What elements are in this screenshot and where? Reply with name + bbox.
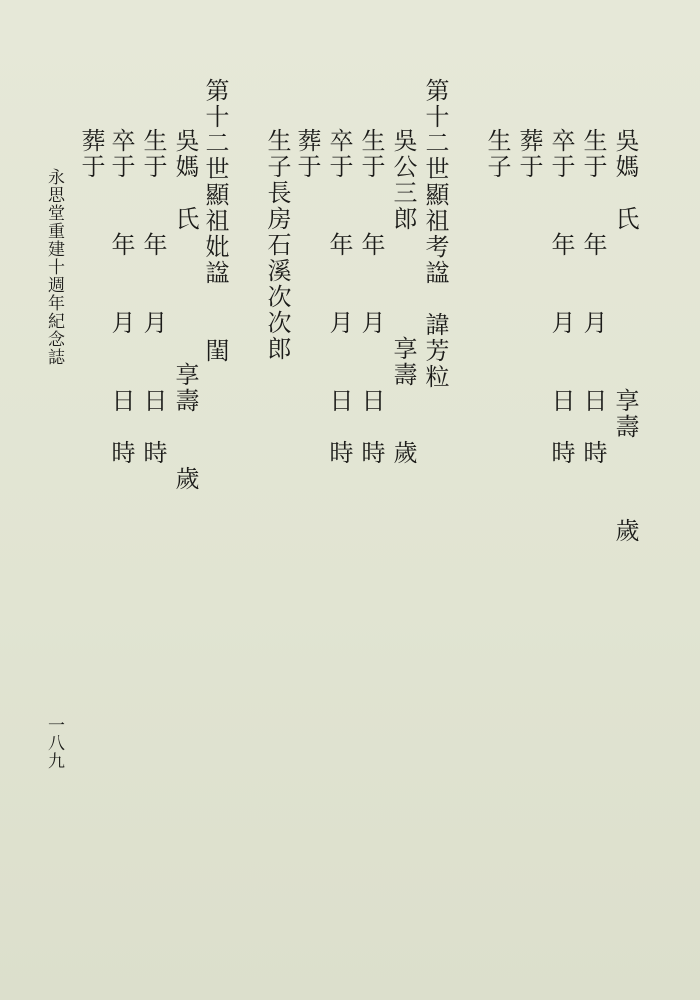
burial-line-2: 葬于 (293, 128, 321, 180)
book-title: 永思堂重建十週年紀念誌 (44, 168, 64, 366)
page-number: 一八九 (44, 716, 64, 770)
death-line-3: 卒于 年 月 日 時 (107, 128, 135, 466)
burial-line-3: 葬于 (77, 128, 105, 180)
sons-line-1: 生子 (483, 128, 511, 180)
father-name-line: 吳公三郎 享壽 歲 (389, 128, 417, 466)
mother-name-line: 吳媽 氏 享壽 歲 (171, 128, 199, 492)
wife-name-line-1: 吳媽 氏 享壽 歲 (611, 128, 639, 544)
birth-line-3: 生于 年 月 日 時 (139, 128, 167, 466)
generation-heading-father: 第十二世顯祖考諡 諱芳粒 (421, 78, 449, 390)
birth-line-1: 生于 年 月 日 時 (579, 128, 607, 466)
death-line-1: 卒于 年 月 日 時 (547, 128, 575, 466)
death-line-2: 卒于 年 月 日 時 (325, 128, 353, 466)
birth-line-2: 生于 年 月 日 時 (357, 128, 385, 466)
sons-line-2: 生子長房石溪次次郎 (263, 128, 291, 362)
burial-line-1: 葬于 (515, 128, 543, 180)
generation-heading-mother: 第十二世顯祖妣諡 閨 (201, 78, 229, 364)
